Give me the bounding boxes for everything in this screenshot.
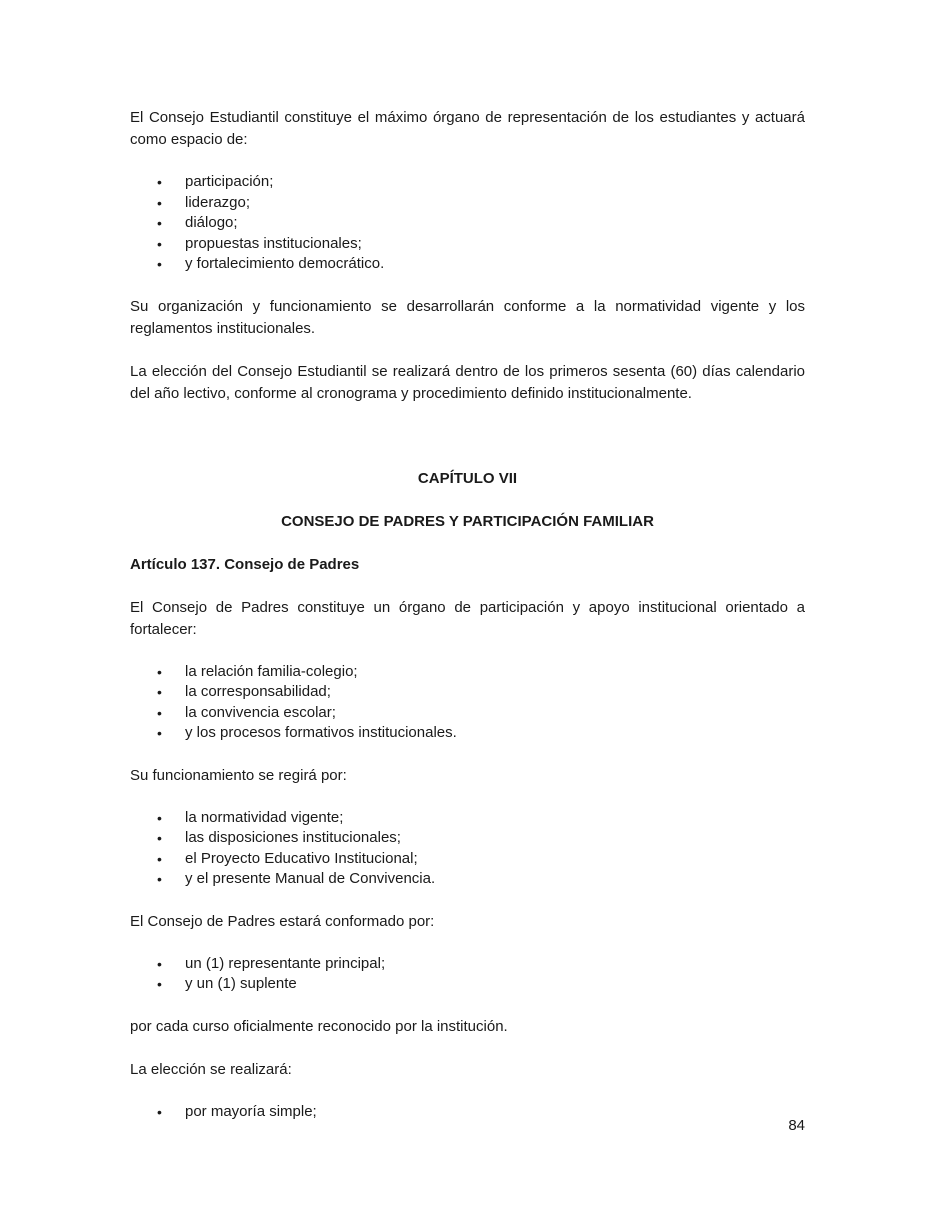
organization-paragraph: Su organización y funcionamiento se desarrollarán conforme a la normatividad vigente y los reglamentos institucionales. bbox=[130, 297, 805, 337]
list-item: • las disposiciones institucionales; bbox=[130, 828, 805, 849]
list-item: • liderazgo; bbox=[130, 193, 805, 214]
parents-paragraph: El Consejo de Padres constituye un órgano de participación y apoyo institucional orientado a fortalecer: bbox=[130, 598, 805, 638]
page-number: 84 bbox=[788, 1117, 805, 1134]
list-item: • y los procesos formativos institucionales. bbox=[130, 723, 805, 744]
per-course-paragraph: por cada curso oficialmente reconocido por la institución. bbox=[130, 1017, 508, 1035]
chapter-subtitle: CONSEJO DE PADRES Y PARTICIPACIÓN FAMILIAR bbox=[281, 512, 654, 530]
list-item: • y el presente Manual de Convivencia. bbox=[130, 869, 805, 890]
list-item: • un (1) representante principal; bbox=[130, 954, 805, 975]
list-item: • la relación familia-colegio; bbox=[130, 662, 805, 683]
page-content bbox=[130, 107, 805, 1122]
list-item: • y un (1) suplente bbox=[130, 974, 805, 995]
chapter-title: CAPÍTULO VII bbox=[417, 469, 518, 487]
functioning-list bbox=[130, 808, 805, 890]
list-item: • la convivencia escolar; bbox=[130, 703, 805, 724]
article-heading: Artículo 137. Consejo de Padres bbox=[130, 555, 360, 573]
list-item: • el Proyecto Educativo Institucional; bbox=[130, 849, 805, 870]
election-method-list bbox=[130, 1102, 805, 1123]
list-item: • y fortalecimiento democrático. bbox=[130, 254, 805, 275]
list-item: • la normatividad vigente; bbox=[130, 808, 805, 829]
election-paragraph: La elección del Consejo Estudiantil se realizará dentro de los primeros sesenta (60) días calendario del año lectivo, conforme al cronograma y procedimiento definido institucionalmente. bbox=[130, 362, 805, 402]
list-item: • la corresponsabilidad; bbox=[130, 682, 805, 703]
parents-list bbox=[130, 662, 805, 744]
composition-list bbox=[130, 954, 805, 995]
functioning-paragraph: Su funcionamiento se regirá por: bbox=[130, 766, 347, 784]
list-item: • participación; bbox=[130, 172, 805, 193]
list-item: • propuestas institucionales; bbox=[130, 234, 805, 255]
election-method-paragraph: La elección se realizará: bbox=[130, 1060, 292, 1078]
intro-paragraph: El Consejo Estudiantil constituye el máximo órgano de representación de los estudiantes y actuará como espacio de: bbox=[130, 109, 805, 148]
list-item: • diálogo; bbox=[130, 213, 805, 234]
intro-list bbox=[130, 172, 805, 275]
composition-paragraph: El Consejo de Padres estará conformado por: bbox=[130, 912, 435, 930]
list-item: • por mayoría simple; bbox=[130, 1102, 805, 1123]
